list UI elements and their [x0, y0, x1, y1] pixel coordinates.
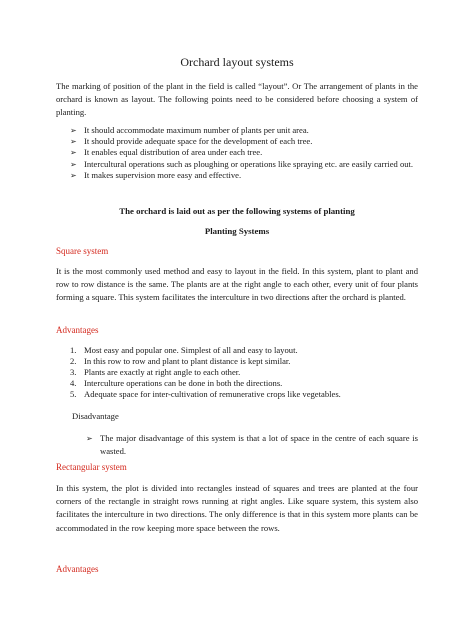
arrow-bullet-icon: ➢: [70, 159, 77, 169]
intro-paragraph: The marking of position of the plant in the field is called “layout”. Or The arrangement of plants in the orchard is known as layout. The following points need to be considered before choosing a system of planting.: [56, 81, 418, 118]
arrow-bullet-icon: ➢: [70, 148, 77, 158]
list-item: ➢ The major disadvantage of this system is that a lot of space in the centre of each square is wasted.: [86, 433, 418, 456]
layout-points-list: [70, 125, 418, 181]
square-advantages-heading: Advantages: [56, 325, 99, 335]
arrow-bullet-icon: ➢: [70, 137, 77, 147]
list-item: ➢ It makes supervision more easy and effective.: [70, 169, 242, 180]
arrow-bullet-icon: ➢: [70, 170, 77, 180]
list-item: 5. Adequate space for inter-cultivation of remunerative crops like vegetables.: [70, 389, 341, 400]
disadvantages-list: [86, 432, 418, 458]
arrow-bullet-icon: ➢: [86, 434, 93, 443]
rectangular-system-paragraph: In this system, the plot is divided into rectangles instead of squares and trees are planted at the four corners of the rectangle in straight rows running at right angles. Like square system, this system also facilitates the interculture in two directions. The only difference is that in this system more plants can be accommodated in the row keeping more space between the rows.: [56, 483, 418, 533]
square-advantages-list: [70, 345, 418, 400]
list-item: ➢ It enables equal distribution of area under each tree.: [70, 147, 263, 158]
list-item: ➢ Intercultural operations such as ploughing or operations like spraying etc. are easily carried out.: [70, 158, 414, 169]
list-item: 3. Plants are exactly at right angle to each other.: [70, 367, 241, 378]
list-item: ➢ It should provide adequate space for the development of each tree.: [70, 136, 313, 147]
square-system-heading: Square system: [56, 246, 109, 256]
list-item: 1. Most easy and popular one. Simplest of all and easy to layout.: [70, 345, 298, 355]
page-title: Orchard layout systems: [180, 55, 294, 69]
disadvantage-heading: Disadvantage: [72, 411, 119, 421]
rectangular-system-heading: Rectangular system: [56, 462, 127, 472]
planting-systems-heading: Planting Systems: [204, 226, 270, 236]
systems-heading: The orchard is laid out as per the following systems of planting: [119, 206, 355, 216]
list-item: 2. In this row to row and plant to plant distance is kept similar.: [70, 356, 291, 367]
list-item: 4. Interculture operations can be done in both the directions.: [70, 378, 283, 389]
arrow-bullet-icon: ➢: [70, 126, 77, 135]
square-system-paragraph: It is the most commonly used method and easy to layout in the field. In this system, plant to plant and row to row distance is the same. The plants are at the right angle to each other, every unit of four plants forming a square. This system facilitates the interculture in two directions after the orchard is planted.: [56, 266, 418, 303]
list-item: ➢ It should accommodate maximum number of plants per unit area.: [70, 125, 309, 135]
rectangular-advantages-heading: Advantages: [56, 564, 99, 574]
